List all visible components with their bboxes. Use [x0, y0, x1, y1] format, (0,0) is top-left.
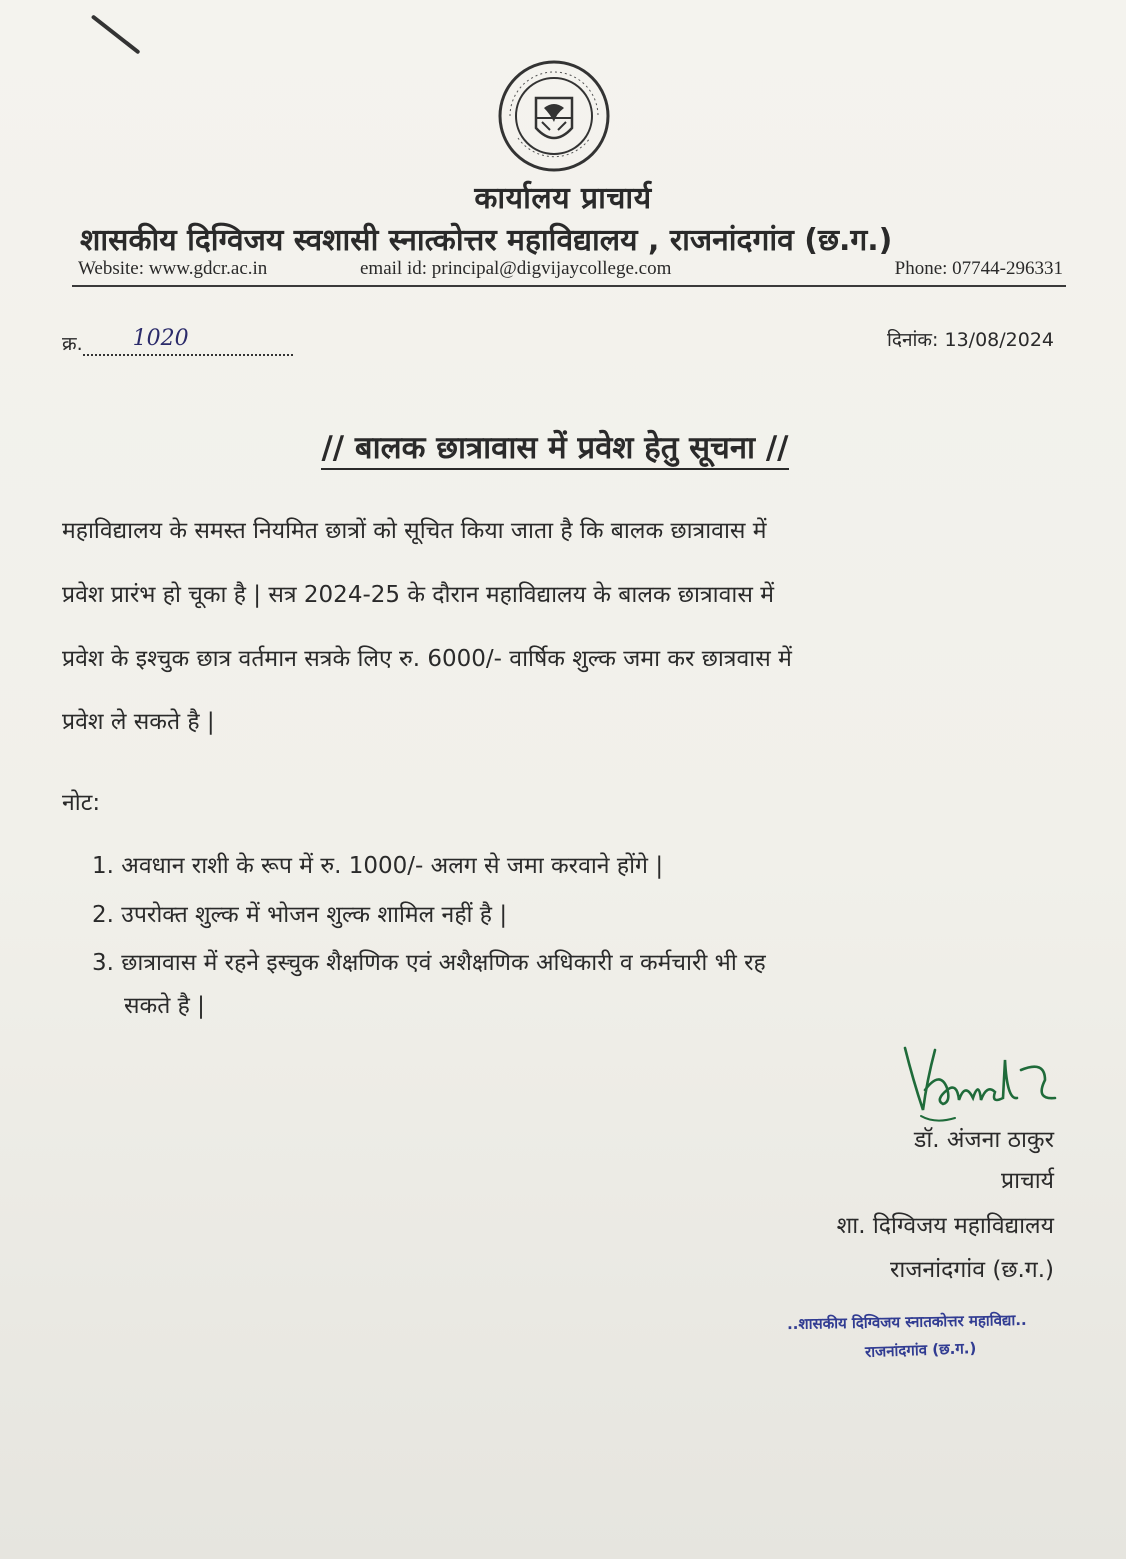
note-item: 1. अवधान राशी के रूप में रु. 1000/- अलग से जमा करवाने होंगे | [92, 853, 664, 879]
reference-number: 1020 [132, 326, 189, 351]
email-text: email id: principal@digvijaycollege.com [360, 258, 672, 279]
note-item-continuation: सकते है | [124, 993, 205, 1019]
contact-row [78, 258, 1063, 286]
note-item: 3. छात्रावास में रहने इस्चुक शैक्षणिक एवं अशैक्षणिक अधिकारी व कर्मचारी भी रह [92, 950, 766, 976]
handwritten-signature-icon [895, 1040, 1065, 1130]
signatory-city: राजनांदगांव (छ.ग.) [889, 1257, 1054, 1283]
date-label: दिनांक: [886, 329, 939, 351]
body-line: प्रवेश के इश्चुक छात्र वर्तमान सत्रके लिए रु. 6000/- वार्षिक शुल्क जमा कर छात्रवास में [62, 646, 792, 672]
note-item: 2. उपरोक्त शुल्क में भोजन शुल्क शामिल नहीं है | [92, 902, 508, 928]
notice-title-text: // बालक छात्रावास में प्रवेश हेतु सूचना // [321, 430, 788, 470]
signatory-designation: प्राचार्य [1001, 1168, 1054, 1194]
body-line: महाविद्यालय के समस्त नियमित छात्रों को सूचित किया जाता है कि बालक छात्रावास में [62, 518, 767, 544]
signatory-name: डॉ. अंजना ठाकुर [914, 1127, 1054, 1153]
phone-text: Phone: 07744-296331 [894, 258, 1063, 279]
office-title: कार्यालय प्राचार्य [474, 181, 652, 216]
website-text: Website: www.gdcr.ac.in [78, 258, 268, 279]
notice-title [0, 426, 1110, 468]
body-line: प्रवेश ले सकते है | [62, 709, 215, 735]
official-stamp-line: ..शासकीय दिग्विजय स्नातकोत्तर महाविद्या.. [786, 1310, 1027, 1334]
reference-label: क्र. [62, 333, 83, 355]
body-line: प्रवेश प्रारंभ हो चूका है | सत्र 2024-25 के दौरान महाविद्यालय के बालक छात्रावास में [62, 582, 774, 608]
pen-stroke-mark [91, 14, 141, 54]
college-name: शासकीय दिग्विजय स्वशासी स्नात्कोत्तर महाविद्यालय , राजनांदगांव (छ.ग.) [80, 223, 893, 258]
college-emblem-icon [496, 58, 612, 174]
official-stamp-line: राजनांदगांव (छ.ग.) [864, 1339, 977, 1361]
date-value: 13/08/2024 [944, 329, 1054, 351]
date-row [887, 326, 1054, 352]
reference-dotted-line [83, 326, 293, 356]
note-label: नोट: [62, 790, 101, 816]
signatory-institution: शा. दिग्विजय महाविद्यालय [836, 1213, 1054, 1239]
letterhead-divider [72, 285, 1066, 287]
reference-number-row [62, 326, 293, 356]
